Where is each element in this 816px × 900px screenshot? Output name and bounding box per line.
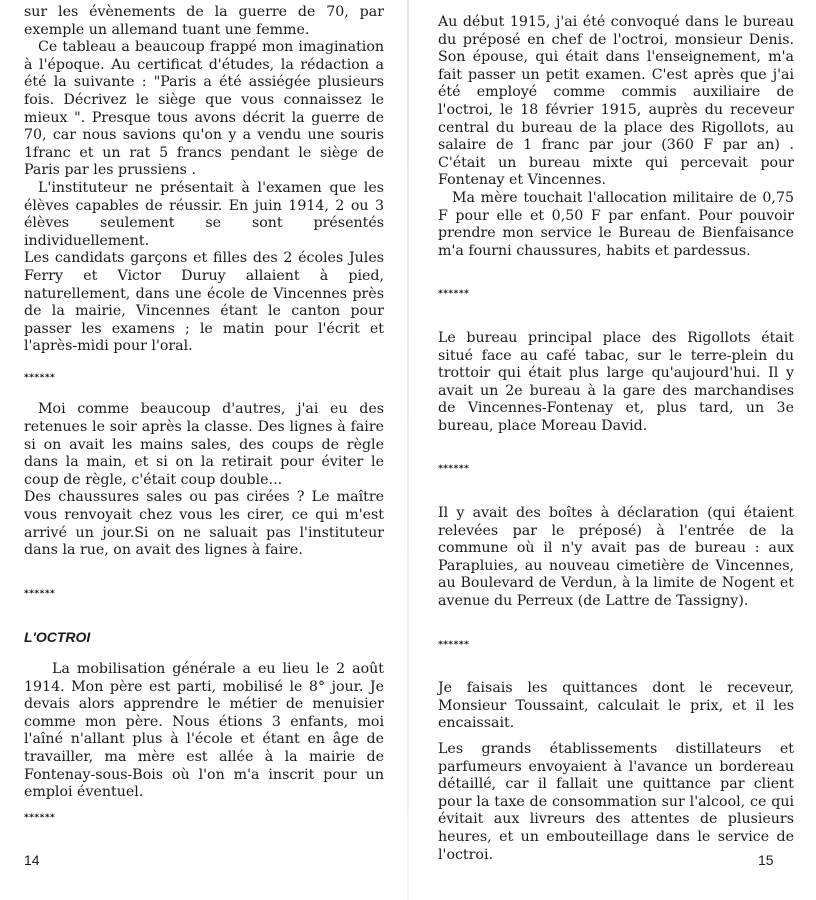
paragraph: Le bureau principal place des Rigollots était situé face au café tabac, sur le terre-plein du trottoir qui était plus large qu'aujourd'hui. Il y avait un 2e bureau à la gare des marchandises de Vincennes-Fontenay et, plus tard, un 3e bureau, place Moreau David. [438,329,794,434]
left-page-text [24,4,384,835]
paragraph: La mobilisation générale a eu lieu le 2 août 1914. Mon père est parti, mobilisé le 8° jour. Je devais alors apprendre le métier de menuisier comme mon père. Nous étions 3 enfants, moi l'aîné n'allant plus à l'école et étant en âge de travailler, ma mère est allée à la mairie de Fontenay-sous-Bois où l'on m'a inscrit pour un emploi éventuel. [24,661,384,801]
page-number: 15 [758,852,774,868]
paragraph: Au début 1915, j'ai été convoqué dans le bureau du préposé en chef de l'octroi, monsieur Denis. Son épouse, qui était dans l'enseignement, m'a fait passer un petit examen. C'est après que j'ai été employé comme commis auxiliaire de l'octroi, le 18 février 1915, auprès du receveur central du bureau de la place des Rigollots, au salaire de 1 franc par jour (360 F par an) . C'était un bureau mixte qui percevait pour Fontenay et Vincennes. [438,14,794,189]
right-page [408,0,816,900]
paragraph: Des chaussures sales ou pas cirées ? Le maître vous renvoyait chez vous les cirer, ce qui m'est arrivé un jour.Si on ne saluait pas l'instituteur dans la rue, on avait des lignes à faire. [24,489,384,559]
paragraph: Les grands établissements distillateurs et parfumeurs envoyaient à l'avance un bordereau détaillé, car il fallait une quittance par client pour la taxe de consommation sur l'alcool, ce qui évitait aux livreurs des attentes de plusieurs heures, et un embouteillage dans le service de l'octroi. [438,741,794,863]
paragraph: Moi comme beaucoup d'autres, j'ai eu des retenues le soir après la classe. Des lignes à faire si on avait les mains sales, des coups de règle dans la main, et si on la retirait pour éviter le coup de règle, c'était coup double... [24,401,384,488]
paragraph: Ma mère touchait l'allocation militaire de 0,75 F pour elle et 0,50 F par enfant. Pour pouvoir prendre mon service le Bureau de Bienfaisance m'a fourni chaussures, habits et pardessus. [438,189,794,259]
paragraph: Les candidats garçons et filles des 2 écoles Jules Ferry et Victor Duruy allaient à pied, naturellement, dans une école de Vincennes près de la mairie, Vincennes étant le canton pour passer les examens ; le matin pour l'écrit et l'après-midi pour l'oral. [24,250,384,355]
section-separator: ****** [24,812,56,823]
section-separator: ****** [24,588,56,599]
paragraph: Ce tableau a beaucoup frappé mon imagination à l'époque. Au certificat d'études, la rédaction a été la suivante : "Paris a été assiégée plusieurs fois. Décrivez le siège que vous connaissez le mieux ". Presque tous avons décrit la guerre de 70, car nous savions qu'on y a vendu une souris 1franc et un rat 5 francs pendant le siège de Paris par les prussiens . [24,39,384,179]
paragraph: Je faisais les quittances dont le receveur, Monsieur Toussaint, calculait le prix, et il les encaissait. [438,680,794,732]
section-separator: ****** [438,289,470,300]
section-separator: ****** [24,372,56,383]
page-number: 14 [24,852,40,868]
paragraph: L'instituteur ne présentait à l'examen que les élèves capables de réussir. En juin 1914, 2 ou 3 élèves seulement se sont présentés individuellement. [24,179,384,249]
right-page-text [438,14,794,864]
section-separator: ****** [438,639,470,650]
paragraph: sur les évènements de la guerre de 70, par exemple un allemand tuant une femme. [24,4,384,38]
paragraph: Il y avait des boîtes à déclaration (qui étaient relevées par le préposé) à l'entrée de la commune où il n'y avait pas de bureau : aux Parapluies, au nouveau cimetière de Vincennes, au Boulevard de Verdun, à la limite de Nogent et avenue du Perreux (de Lattre de Tassigny). [438,505,794,610]
section-heading: L'OCTROI [24,629,91,646]
section-separator: ****** [438,464,470,475]
